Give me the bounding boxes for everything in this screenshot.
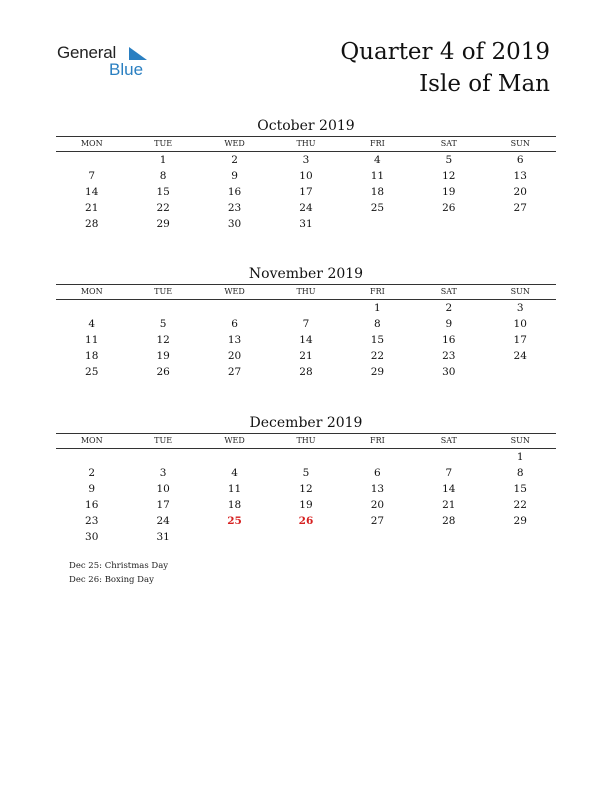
- day-cell: 6: [374, 467, 381, 479]
- weekday-sun: SUN: [510, 287, 530, 296]
- week-row: [56, 529, 556, 545]
- day-cell: 8: [159, 170, 167, 182]
- day-cell: [127, 449, 198, 465]
- weekday-wed: WED: [224, 287, 245, 296]
- day-cell: 16: [227, 186, 242, 198]
- day-cell: [485, 364, 556, 380]
- day-cell: 19: [156, 350, 170, 362]
- day-cell: 29: [156, 218, 170, 230]
- day-cell: 28: [299, 366, 313, 378]
- day-cell: 30: [227, 218, 242, 230]
- day-cell: 12: [442, 170, 456, 182]
- day-cell: [413, 529, 484, 545]
- day-cell: 14: [299, 334, 313, 346]
- day-cell: [485, 529, 556, 545]
- weekday-fri: FRI: [370, 287, 385, 296]
- day-cell: 1: [159, 154, 167, 166]
- quarter-title: Quarter 4 of 2019: [340, 39, 550, 65]
- week-row: [56, 513, 556, 529]
- day-cell: 16: [85, 499, 99, 511]
- weekday-thu: THU: [296, 139, 316, 148]
- day-cell: 9: [231, 170, 238, 182]
- day-cell: 7: [445, 467, 453, 479]
- day-cell: 30: [442, 366, 456, 378]
- day-cell: [485, 216, 556, 232]
- day-cell: 27: [370, 515, 385, 527]
- holiday-note: Dec 25: Christmas Day: [69, 561, 169, 571]
- day-cell: 27: [227, 366, 242, 378]
- day-cell: [413, 449, 484, 465]
- day-cell: 20: [513, 186, 527, 198]
- day-cell: 11: [227, 483, 242, 495]
- day-cell: 21: [442, 499, 456, 511]
- day-cell: 3: [159, 467, 167, 479]
- day-cell: 13: [513, 170, 527, 182]
- day-cell: [56, 152, 127, 168]
- day-cell: [270, 529, 341, 545]
- month-december: [56, 413, 556, 545]
- day-cell: 13: [370, 483, 385, 495]
- day-cell: 31: [299, 218, 313, 230]
- week-row: [56, 332, 556, 348]
- day-cell: 19: [442, 186, 456, 198]
- month-title: December 2019: [249, 415, 363, 431]
- weekday-sat: SAT: [440, 139, 457, 148]
- week-row: [56, 300, 556, 316]
- month-grid: [56, 449, 556, 545]
- day-cell: 7: [88, 170, 96, 182]
- day-cell: [56, 449, 127, 465]
- day-cell: 18: [227, 499, 242, 511]
- day-cell: 14: [442, 483, 456, 495]
- day-cell: 23: [442, 350, 456, 362]
- day-cell: 18: [85, 350, 99, 362]
- day-cell: 11: [85, 334, 99, 346]
- week-row: [56, 316, 556, 332]
- day-cell: 21: [85, 202, 99, 214]
- day-cell: 24: [513, 350, 527, 362]
- day-cell: 1: [516, 451, 524, 463]
- weekday-header: [56, 284, 556, 300]
- week-row: [56, 481, 556, 497]
- week-row: [56, 168, 556, 184]
- holiday-note: Dec 26: Boxing Day: [69, 575, 154, 585]
- holiday-day-cell: 26: [298, 515, 314, 527]
- day-cell: 2: [445, 302, 453, 314]
- day-cell: 4: [231, 467, 238, 479]
- day-cell: 10: [156, 483, 170, 495]
- day-cell: [56, 300, 127, 316]
- day-cell: 20: [227, 350, 242, 362]
- day-cell: 5: [159, 318, 167, 330]
- day-cell: 4: [374, 154, 381, 166]
- day-cell: 24: [156, 515, 170, 527]
- day-cell: [270, 300, 341, 316]
- day-cell: 12: [299, 483, 313, 495]
- month-grid: [56, 300, 556, 380]
- weekday-sun: SUN: [510, 436, 530, 445]
- day-cell: [342, 449, 413, 465]
- logo-triangle-icon: [125, 47, 147, 61]
- day-cell: 30: [85, 531, 99, 543]
- day-cell: 1: [374, 302, 381, 314]
- day-cell: 29: [370, 366, 385, 378]
- weekday-wed: WED: [224, 436, 245, 445]
- day-cell: [342, 529, 413, 545]
- general-blue-logo: [57, 43, 157, 83]
- day-cell: [270, 449, 341, 465]
- holiday-notes: [69, 559, 168, 587]
- day-cell: 15: [513, 483, 527, 495]
- day-cell: 26: [442, 202, 456, 214]
- day-cell: 5: [302, 467, 310, 479]
- day-cell: 27: [513, 202, 527, 214]
- week-row: [56, 364, 556, 380]
- week-row: [56, 497, 556, 513]
- weekday-tue: TUE: [154, 287, 173, 296]
- day-cell: 11: [370, 170, 385, 182]
- week-row: [56, 465, 556, 481]
- week-row: [56, 216, 556, 232]
- weekday-wed: WED: [224, 139, 245, 148]
- weekday-thu: THU: [296, 436, 316, 445]
- holiday-day-cell: 25: [227, 515, 242, 527]
- country-title: Isle of Man: [419, 71, 550, 97]
- day-cell: 8: [516, 467, 524, 479]
- weekday-mon: MON: [80, 139, 103, 148]
- day-cell: 5: [445, 154, 453, 166]
- day-cell: 2: [231, 154, 238, 166]
- week-row: [56, 152, 556, 168]
- month-title: November 2019: [248, 266, 364, 282]
- month-october: [56, 116, 556, 232]
- day-cell: 31: [156, 531, 170, 543]
- day-cell: 3: [516, 302, 524, 314]
- week-row: [56, 449, 556, 465]
- day-cell: 24: [299, 202, 313, 214]
- weekday-fri: FRI: [370, 436, 385, 445]
- day-cell: 9: [88, 483, 96, 495]
- day-cell: 9: [445, 318, 453, 330]
- day-cell: 17: [156, 499, 170, 511]
- day-cell: 4: [88, 318, 96, 330]
- weekday-sat: SAT: [440, 436, 457, 445]
- day-cell: 10: [513, 318, 527, 330]
- day-cell: 28: [442, 515, 456, 527]
- day-cell: 23: [227, 202, 242, 214]
- weekday-fri: FRI: [370, 139, 385, 148]
- page-title: [340, 36, 550, 100]
- day-cell: 21: [299, 350, 313, 362]
- day-cell: 13: [227, 334, 242, 346]
- day-cell: 19: [299, 499, 313, 511]
- day-cell: 29: [513, 515, 527, 527]
- week-row: [56, 184, 556, 200]
- day-cell: [342, 216, 413, 232]
- day-cell: [199, 449, 270, 465]
- weekday-tue: TUE: [154, 436, 173, 445]
- month-title: October 2019: [257, 118, 355, 134]
- day-cell: 15: [370, 334, 385, 346]
- day-cell: 6: [231, 318, 238, 330]
- day-cell: 7: [302, 318, 310, 330]
- weekday-header: [56, 433, 556, 449]
- day-cell: [127, 300, 198, 316]
- day-cell: 10: [299, 170, 313, 182]
- day-cell: 26: [156, 366, 170, 378]
- day-cell: [413, 216, 484, 232]
- day-cell: 3: [302, 154, 310, 166]
- day-cell: 2: [88, 467, 96, 479]
- logo-text-blue: Blue: [109, 60, 144, 79]
- month-grid: [56, 152, 556, 232]
- day-cell: 17: [513, 334, 527, 346]
- logo-text-general: General: [57, 43, 117, 62]
- day-cell: 14: [85, 186, 99, 198]
- day-cell: [199, 529, 270, 545]
- weekday-header: [56, 136, 556, 152]
- weekday-tue: TUE: [154, 139, 173, 148]
- weekday-mon: MON: [80, 287, 103, 296]
- day-cell: 17: [299, 186, 313, 198]
- weekday-thu: THU: [296, 287, 316, 296]
- day-cell: 22: [513, 499, 527, 511]
- week-row: [56, 348, 556, 364]
- weekday-sun: SUN: [510, 139, 530, 148]
- day-cell: 6: [516, 154, 524, 166]
- day-cell: 20: [370, 499, 385, 511]
- day-cell: 15: [156, 186, 170, 198]
- week-row: [56, 200, 556, 216]
- weekday-sat: SAT: [440, 287, 457, 296]
- day-cell: 25: [370, 202, 385, 214]
- day-cell: 23: [85, 515, 99, 527]
- day-cell: 25: [85, 366, 99, 378]
- day-cell: 28: [85, 218, 99, 230]
- day-cell: [199, 300, 270, 316]
- day-cell: 8: [374, 318, 381, 330]
- day-cell: 16: [442, 334, 456, 346]
- weekday-mon: MON: [80, 436, 103, 445]
- day-cell: 22: [370, 350, 385, 362]
- month-november: [56, 264, 556, 380]
- day-cell: 12: [156, 334, 170, 346]
- day-cell: 22: [156, 202, 170, 214]
- day-cell: 18: [370, 186, 385, 198]
